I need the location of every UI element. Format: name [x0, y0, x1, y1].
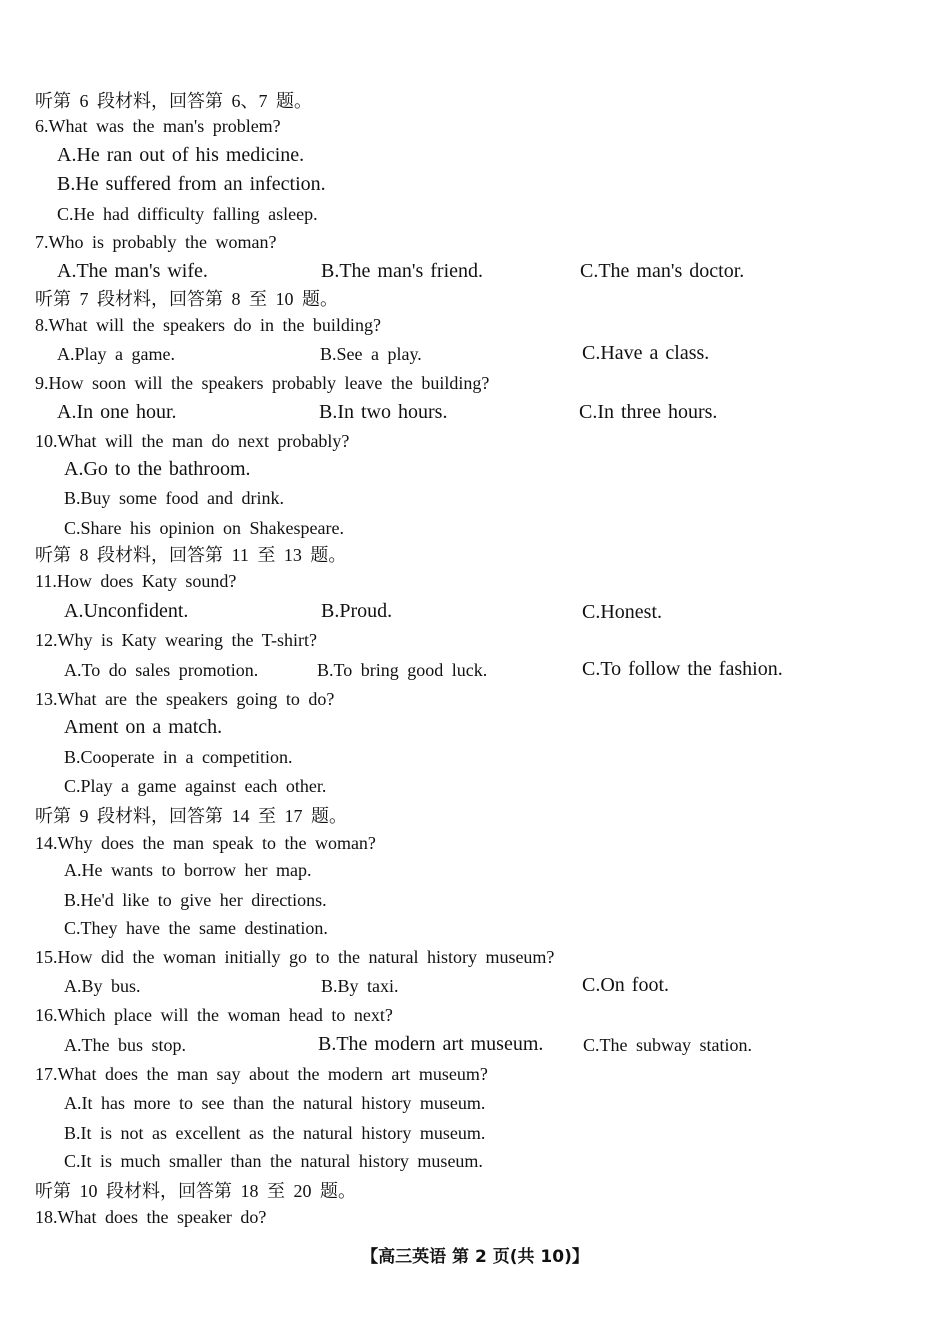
q13-option-c: C.Play a game against each other.	[64, 776, 327, 796]
question-16: 16.Which place will the woman head to next?	[35, 1005, 393, 1025]
q11-option-b: B.Proud.	[321, 600, 393, 622]
q12-option-a: A.To do sales promotion.	[64, 660, 259, 680]
q17-option-b: B.It is not as excellent as the natural history museum.	[64, 1123, 486, 1143]
section-10-header: 听第 10 段材料，回答第 18 至 20 题。	[35, 1181, 356, 1201]
q17-option-a: A.It has more to see than the natural history museum.	[64, 1093, 486, 1113]
q6-option-b: B.He suffered from an infection.	[57, 173, 326, 195]
q12-option-b: B.To bring good luck.	[317, 660, 488, 680]
question-7: 7.Who is probably the woman?	[35, 232, 277, 252]
q8-option-a: A.Play a game.	[57, 344, 175, 364]
q10-option-b: B.Buy some food and drink.	[64, 488, 284, 508]
q9-option-a: A.In one hour.	[57, 401, 177, 423]
section-9-header: 听第 9 段材料，回答第 14 至 17 题。	[35, 806, 347, 826]
q7-option-a: A.The man's wife.	[57, 260, 208, 282]
q14-option-a: A.He wants to borrow her map.	[64, 860, 312, 880]
q11-option-a: A.Unconfident.	[64, 600, 189, 622]
question-6: 6.What was the man's problem?	[35, 116, 281, 136]
question-15: 15.How did the woman initially go to the natural history museum?	[35, 947, 555, 967]
q13-option-b: B.Cooperate in a competition.	[64, 747, 293, 767]
section-7-header: 听第 7 段材料，回答第 8 至 10 题。	[35, 289, 338, 309]
question-8: 8.What will the speakers do in the building?	[35, 315, 381, 335]
q11-option-c: C.Honest.	[582, 601, 662, 623]
question-18: 18.What does the speaker do?	[35, 1207, 267, 1227]
q15-option-a: A.By bus.	[64, 976, 141, 996]
question-9: 9.How soon will the speakers probably leave the building?	[35, 373, 490, 393]
q16-option-c: C.The subway station.	[583, 1035, 752, 1055]
q12-option-c: C.To follow the fashion.	[582, 658, 783, 680]
section-8-header: 听第 8 段材料，回答第 11 至 13 题。	[35, 545, 347, 565]
q8-option-b: B.See a play.	[320, 344, 422, 364]
q8-option-c: C.Have a class.	[582, 342, 710, 364]
question-13: 13.What are the speakers going to do?	[35, 689, 335, 709]
question-11: 11.How does Katy sound?	[35, 571, 237, 591]
q16-option-b: B.The modern art museum.	[318, 1033, 544, 1055]
page-footer: 【高三英语 第 2 页(共 10)】	[361, 1247, 589, 1267]
question-10: 10.What will the man do next probably?	[35, 431, 350, 451]
q7-option-b: B.The man's friend.	[321, 260, 484, 282]
q9-option-c: C.In three hours.	[579, 401, 718, 423]
q10-option-a: A.Go to the bathroom.	[64, 458, 251, 480]
q17-option-c: C.It is much smaller than the natural history museum.	[64, 1151, 483, 1171]
question-17: 17.What does the man say about the modern art museum?	[35, 1064, 488, 1084]
q14-option-b: B.He'd like to give her directions.	[64, 890, 327, 910]
question-12: 12.Why is Katy wearing the T-shirt?	[35, 630, 317, 650]
q6-option-a: A.He ran out of his medicine.	[57, 144, 305, 166]
q15-option-c: C.On foot.	[582, 974, 669, 996]
question-14: 14.Why does the man speak to the woman?	[35, 833, 376, 853]
section-6-header: 听第 6 段材料，回答第 6、7 题。	[35, 91, 312, 111]
q6-option-c: C.He had difficulty falling asleep.	[57, 204, 318, 224]
q16-option-a: A.The bus stop.	[64, 1035, 186, 1055]
q14-option-c: C.They have the same destination.	[64, 918, 328, 938]
q7-option-c: C.The man's doctor.	[580, 260, 745, 282]
q15-option-b: B.By taxi.	[321, 976, 399, 996]
q13-option-a: Ament on a match.	[64, 716, 223, 738]
q10-option-c: C.Share his opinion on Shakespeare.	[64, 518, 344, 538]
q9-option-b: B.In two hours.	[319, 401, 448, 423]
